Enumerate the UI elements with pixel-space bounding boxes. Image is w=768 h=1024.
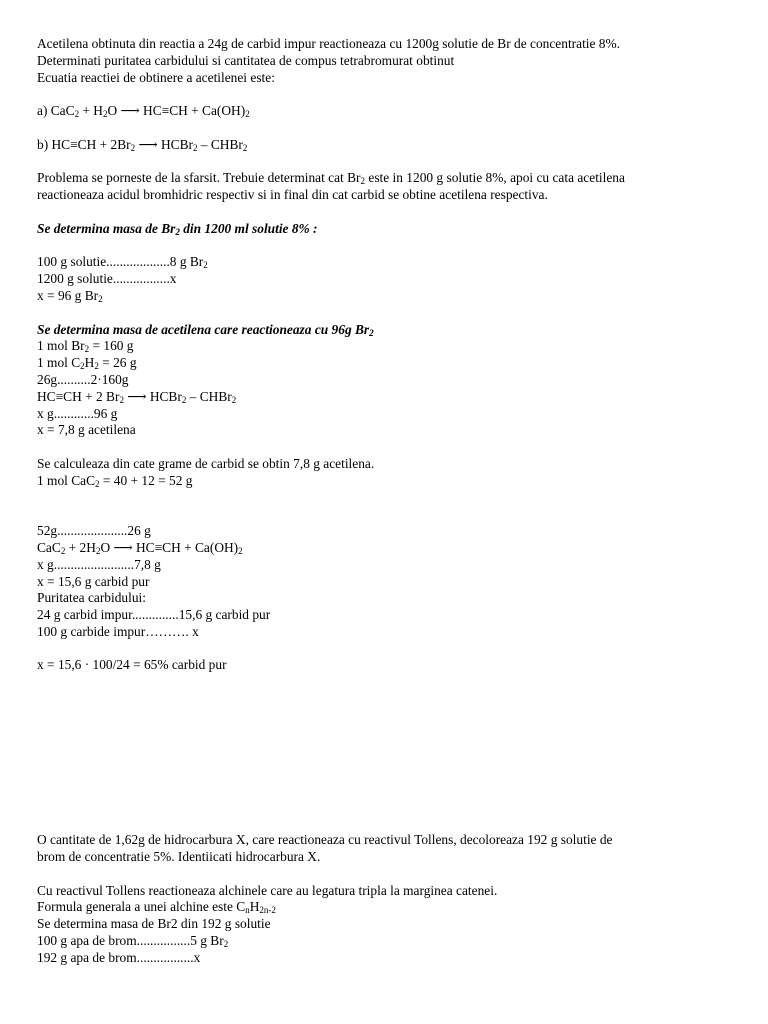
result-line: x = 15,6 · 100/24 = 65% carbid pur (37, 657, 227, 673)
calc-line: 52g.....................26 g (37, 523, 151, 539)
calc-line: x = 15,6 g carbid pur (37, 573, 150, 589)
equation-a: a) $CaC_2 + H_2O$ ⟶ $HC\equiv CH + Ca(OH)_2$ (37, 103, 250, 120)
calc-line: 1 mol $C_2H_2 = 26$ g (37, 355, 137, 372)
intro-line: Acetilena obtinuta din reactia a 24g de carbid impur reactioneaza cu 1200g solutie de Br de concentratie 8%. (37, 36, 620, 51)
calc-line: 100 g apa de brom................5 g $Br_2$ (37, 933, 229, 950)
section-heading: Se determina masa de acetilena care reactioneaza cu 96g $Br_2$ (37, 321, 374, 338)
calc-line: 26g..........2·160g (37, 371, 129, 387)
calc-line: 100 g solutie...................8 g $Br_2$ (37, 254, 208, 271)
intro-line: Ecuatia reactiei de obtinere a acetilenei este: (37, 69, 275, 85)
calc-line: Cu reactivul Tollens reactioneaza alchinele care au legatura tripla la marginea catenei. (37, 882, 498, 898)
document-page (37, 36, 737, 967)
calc-line: x = 96 g $Br_2$ (37, 287, 103, 304)
calc-line: 1 mol CaC$_2$ = 40 + 12 = 52 g (37, 472, 193, 489)
problem2-line: O cantitate de 1,62g de hidrocarbura X, care reactioneaza cu reactivul Tollens, decoloreaza 192 g solutie de (37, 832, 613, 848)
problem2-line: brom de concentratie 5%. Identiicati hidrocarbura X. (37, 849, 321, 865)
calc-line: x = 7,8 g acetilena (37, 422, 136, 438)
calc-line: HC≡CH + 2 $Br_2$ ⟶ HCBr$_2$ – CHBr$_2$ (37, 388, 237, 405)
calc-line: Formula generala a unei alchine este $C_nH_{2n-2}$ (37, 899, 276, 916)
calc-line: x g............96 g (37, 405, 118, 421)
calc-line: 1200 g solutie.................x (37, 271, 177, 287)
calc-line: x g........................7,8 g (37, 556, 161, 572)
equation-b: b) $HC\equiv CH + 2Br_2$ ⟶ HCBr$_2$ – CHBr$_2$ (37, 136, 248, 153)
calc-line: Se determina masa de Br2 din 192 g solutie (37, 916, 271, 932)
intro-line: Determinati puritatea carbidului si cantitatea de compus tetrabromurat obtinut (37, 52, 455, 68)
explanation-line: reactioneaza acidul bromhidric respectiv si in final din cat carbid se obtine acetilena respectiva. (37, 187, 548, 203)
explanation-line: Problema se porneste de la sfarsit. Trebuie determinat cat $Br_2$ este in 1200 g solutie 8%, apoi cu cata acetilena (37, 170, 625, 187)
calc-line: 192 g apa de brom.................x (37, 949, 201, 965)
calc-line: 1 mol $Br_2 = 160$ g (37, 338, 134, 355)
calc-line: $CaC_2 + 2H_2O$ ⟶ $HC\equiv CH + Ca(OH)_2$ (37, 539, 243, 556)
calc-line: 100 g carbide impur………. x (37, 623, 199, 639)
calc-line: Se calculeaza din cate grame de carbid se obtin 7,8 g acetilena. (37, 455, 375, 471)
calc-line: 24 g carbid impur..............15,6 g carbid pur (37, 607, 271, 623)
calc-line: Puritatea carbidului: (37, 590, 146, 606)
section-heading: Se determina masa de $Br_2$ din 1200 ml solutie 8% : (37, 220, 318, 237)
